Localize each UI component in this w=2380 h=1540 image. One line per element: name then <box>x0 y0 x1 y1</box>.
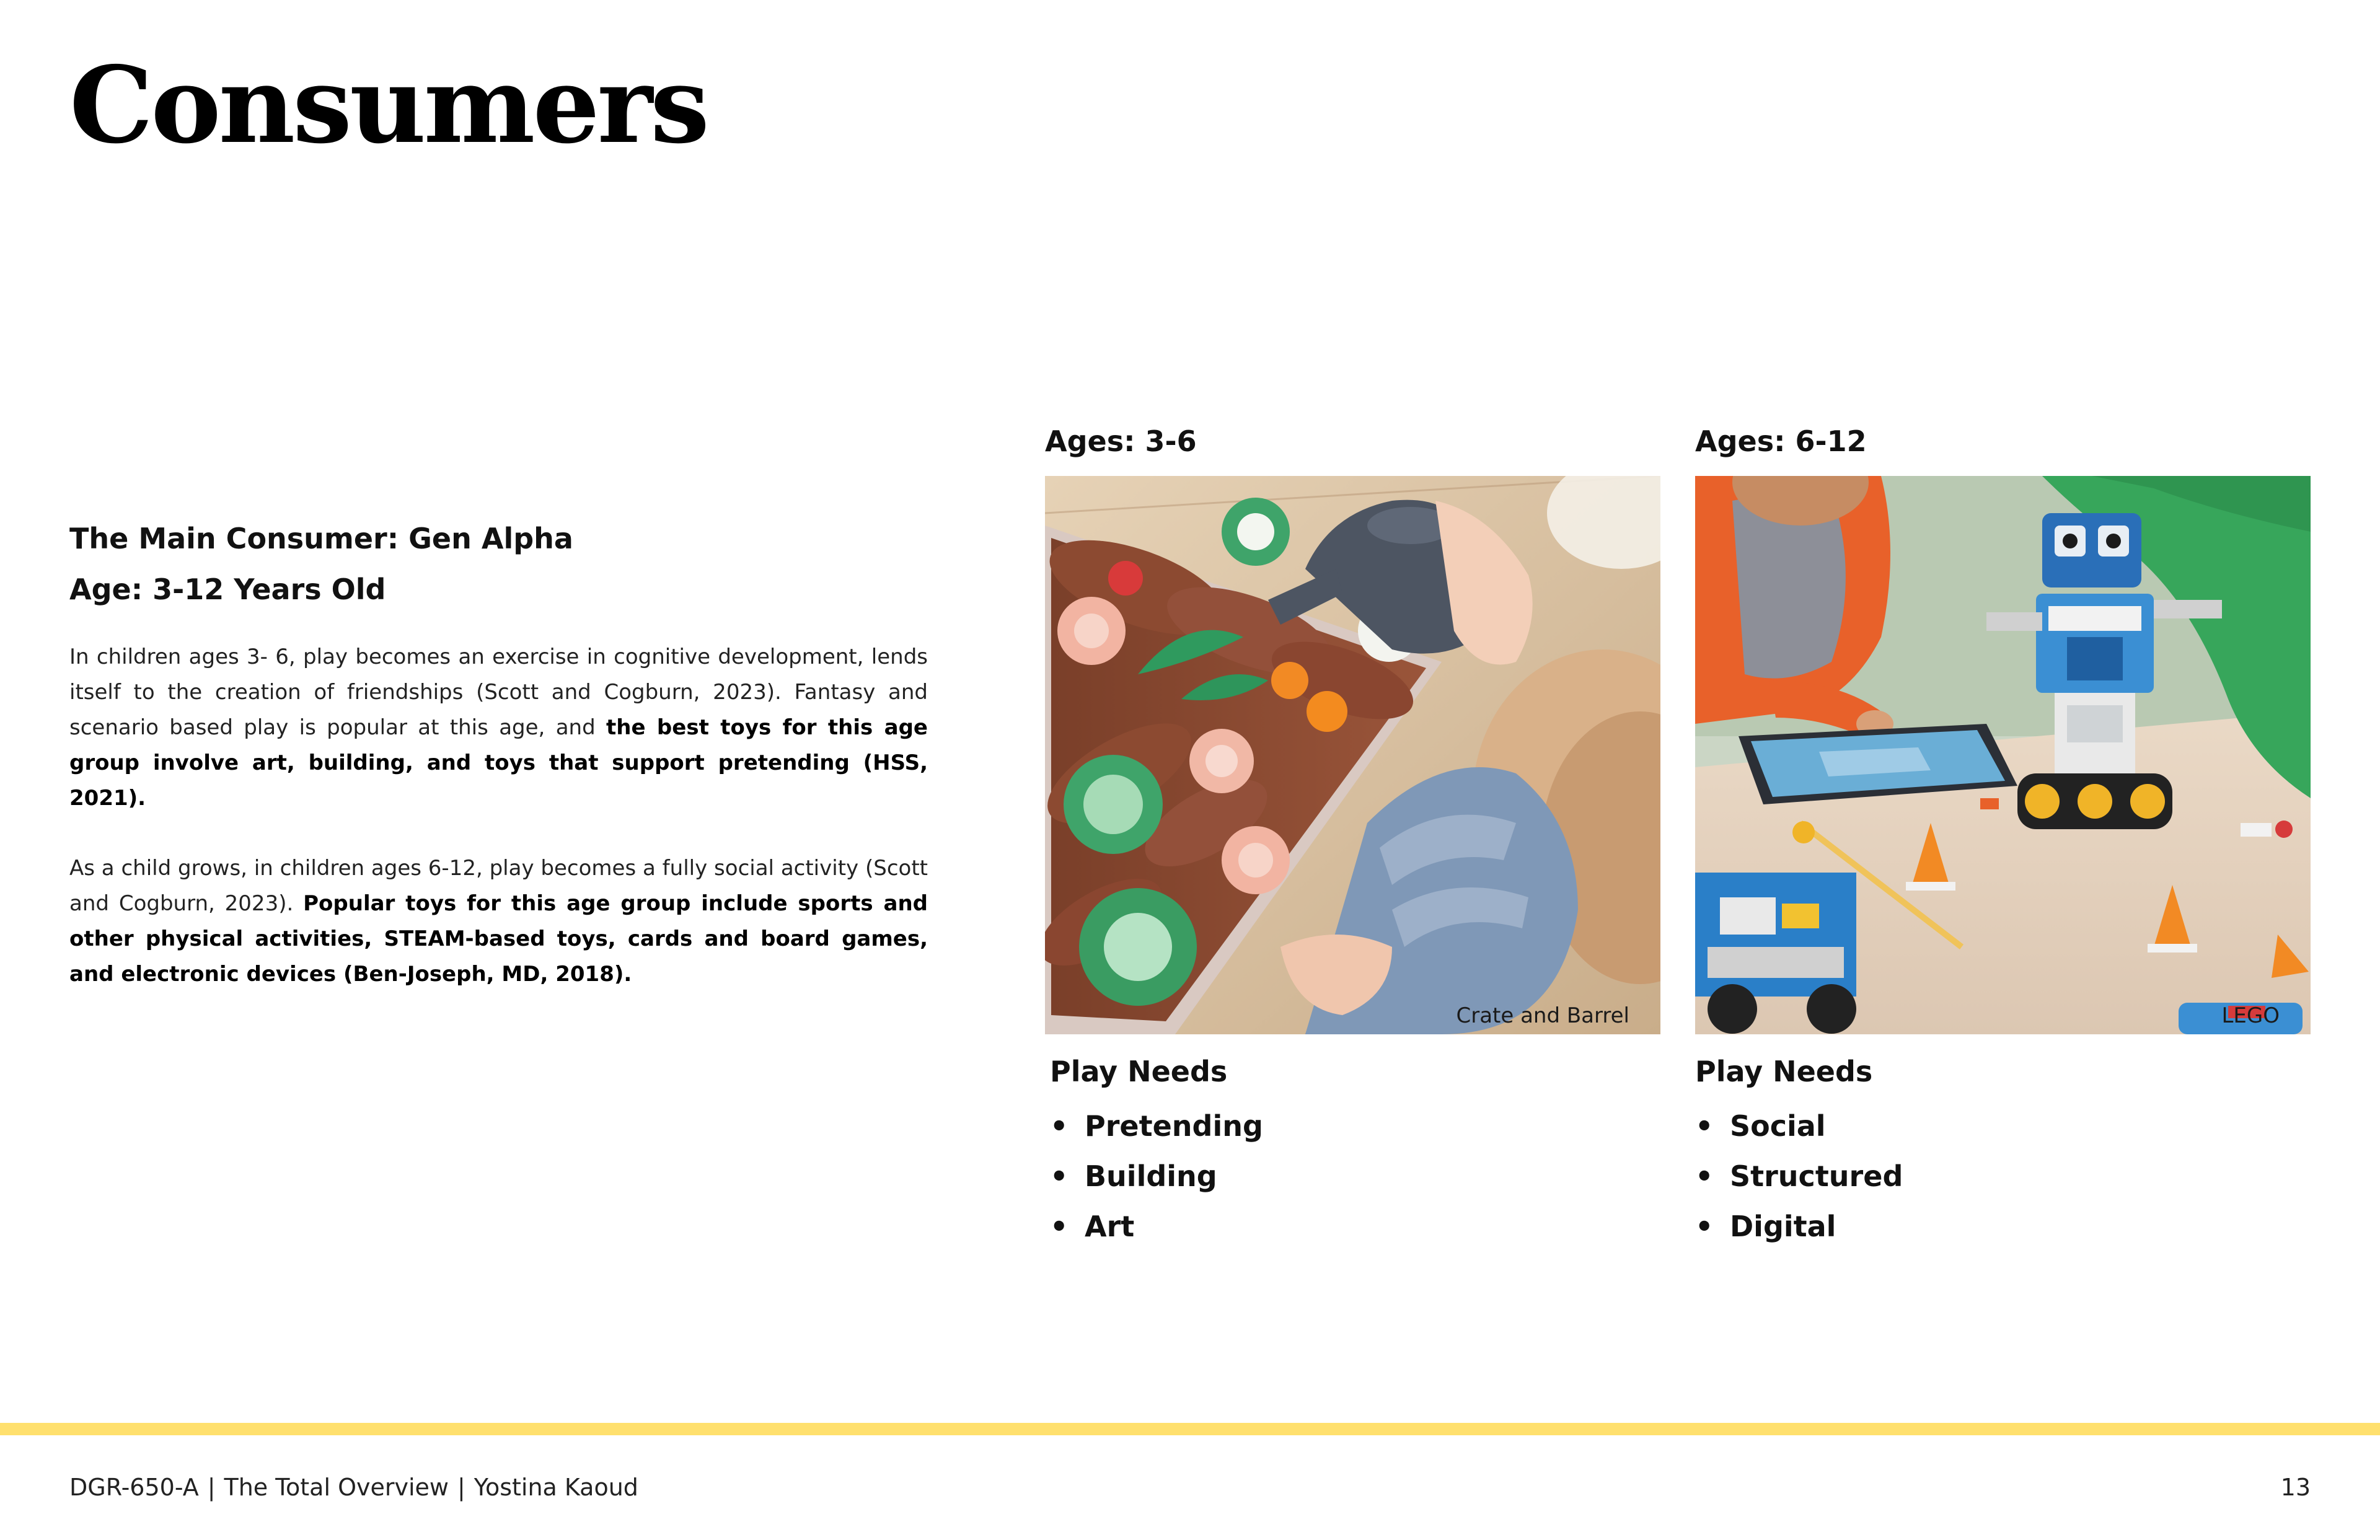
page-number: 13 <box>2280 1474 2311 1501</box>
photo-lego-robot <box>1695 476 2311 1034</box>
need-building: Building <box>1085 1159 1217 1193</box>
bullet-icon: • <box>1050 1109 1069 1143</box>
paragraph-ages-6-12-bold: Popular toys for this age group include sports and other physical activities, STEAM-based toys, cards and board games, and electronic devices (Ben-Joseph, MD, 2018). <box>69 891 928 987</box>
panel-ages-3-6 <box>1045 421 1660 1252</box>
age-label-6-12: Ages: 6-12 <box>1695 425 1867 458</box>
list-item <box>1695 1101 2311 1151</box>
play-needs-title: Play Needs <box>1695 1055 1873 1088</box>
play-needs-list <box>1695 1101 2311 1252</box>
panel-ages-6-12 <box>1695 421 2311 1252</box>
age-range-heading: Age: 3-12 Years Old <box>69 573 386 606</box>
footer-separator: | <box>457 1474 465 1501</box>
list-item <box>1695 1151 2311 1202</box>
bullet-icon: • <box>1695 1109 1714 1143</box>
footer-accent-bar <box>0 1423 2380 1435</box>
need-social: Social <box>1730 1109 1826 1143</box>
bullet-icon: • <box>1050 1210 1069 1243</box>
need-digital: Digital <box>1730 1210 1836 1243</box>
bullet-icon: • <box>1050 1159 1069 1193</box>
list-item <box>1050 1202 1660 1252</box>
paragraph-ages-6-12-text: As a child grows, in children ages 6-12, play becomes a fully social activity (Scott and Cogburn, 2023). <box>69 856 928 916</box>
footer-info <box>69 1470 638 1505</box>
bullet-icon: • <box>1695 1159 1714 1193</box>
bullet-icon: • <box>1695 1210 1714 1243</box>
photo-garden-toy <box>1045 476 1660 1034</box>
need-structured: Structured <box>1730 1159 1903 1193</box>
footer-doc-title: The Total Overview <box>224 1474 449 1501</box>
play-needs-3-6 <box>1045 1052 1660 1252</box>
page-title: Consumers <box>69 43 707 167</box>
need-art: Art <box>1085 1210 1135 1243</box>
paragraph-ages-3-6-text: In children ages 3- 6, play becomes an exercise in cognitive development, lends itself to the creation of friendships (Scott and Cogburn, 2023). Fantasy and scenario based play is popular at this age, and <box>69 645 928 740</box>
list-item <box>1050 1151 1660 1202</box>
footer-course: DGR-650-A <box>69 1474 199 1501</box>
intro-section <box>69 513 928 992</box>
image-credit-crate-and-barrel: Crate and Barrel <box>1456 1003 1629 1028</box>
paragraph-ages-3-6-bold: the best toys for this age group involve art, building, and toys that support pretending (HSS, 2021). <box>69 715 928 811</box>
play-needs-6-12 <box>1695 1052 2311 1252</box>
paragraph-ages-6-12 <box>69 851 928 992</box>
lego-robot-illustration <box>1695 476 2311 1034</box>
footer-author: Yostina Kaoud <box>474 1474 638 1501</box>
need-pretending: Pretending <box>1085 1109 1263 1143</box>
garden-toy-illustration <box>1045 476 1660 1034</box>
footer-separator: | <box>207 1474 216 1501</box>
play-needs-list <box>1050 1101 1660 1252</box>
age-label-3-6: Ages: 3-6 <box>1045 425 1197 458</box>
play-needs-title: Play Needs <box>1050 1055 1228 1088</box>
paragraph-ages-3-6 <box>69 640 928 816</box>
consumer-heading: The Main Consumer: Gen Alpha <box>69 522 573 555</box>
list-item <box>1050 1101 1660 1151</box>
list-item <box>1695 1202 2311 1252</box>
image-credit-lego: LEGO <box>2221 1003 2280 1028</box>
